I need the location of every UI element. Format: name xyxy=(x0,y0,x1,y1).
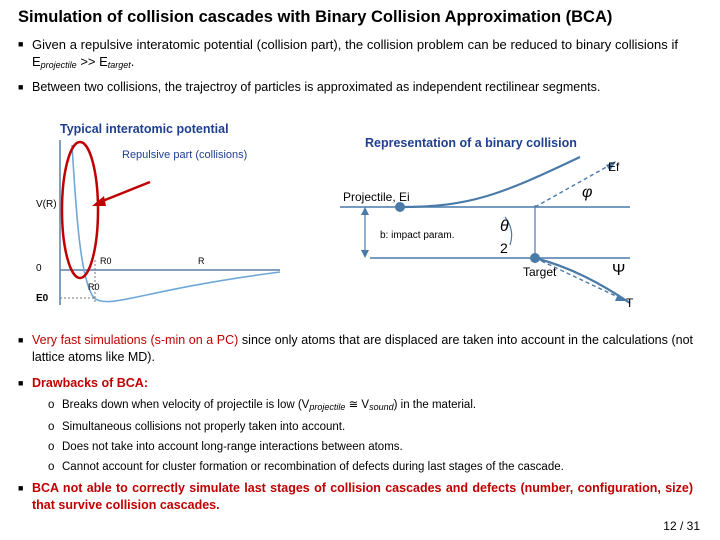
list-item: o Breaks down when velocity of projectile is low ($V_{projectile}$ ≅ $V_{sound}$) in the material. xyxy=(48,399,477,412)
collision-title: Representation of a binary collision xyxy=(365,136,577,150)
bullet-between: ■ Between two collisions, the trajectroy of particles is approximated as independent rectilinear segments. xyxy=(18,80,601,94)
e0-label: E0 xyxy=(36,293,49,304)
zero-label: 0 xyxy=(36,263,42,274)
repulsive-label: Repulsive part (collisions) xyxy=(122,149,248,161)
drawbacks-list xyxy=(48,395,564,477)
bullet-square: ■ xyxy=(18,39,24,49)
projectile-label: Projectile, Ei xyxy=(343,190,410,204)
theta-label: θ xyxy=(500,218,509,235)
bullet-given: ■ Given a repulsive interatomic potential (collision part), the collision problem can be reduced to binary collisions if $E_{projectile} >> E_{target}$. xyxy=(18,37,678,70)
bullet-square: ■ xyxy=(18,82,24,92)
list-item: o Cannot account for cluster formation or recombination of defects during last stages of the cascade. xyxy=(48,461,564,473)
bullet-drawbacks: ■ Drawbacks of BCA: xyxy=(18,376,148,390)
r0-bottom-label: R0 xyxy=(88,282,100,292)
ef-label: Ef xyxy=(608,160,620,174)
bullet-square: ■ xyxy=(18,335,24,345)
psi-label: Ψ xyxy=(612,262,626,279)
phi-label: φ xyxy=(582,184,593,201)
r0-top-label: R0 xyxy=(100,256,112,266)
two-label: 2 xyxy=(500,240,508,256)
bullet-fast: ■ Very fast simulations (s-min on a PC) since only atoms that are displaced are taken into account in the calculations (not lattice atoms like MD). xyxy=(18,333,693,364)
impact-label: b: impact param. xyxy=(380,230,455,241)
page-number: 12 / 31 xyxy=(663,519,700,533)
bullet-square: ■ xyxy=(18,483,24,493)
vr-label: V(R) xyxy=(36,199,57,210)
slide-title: Simulation of collision cascades with Binary Collision Approximation (BCA) xyxy=(18,8,613,26)
bullet-square: ■ xyxy=(18,378,24,388)
list-item: o Simultaneous collisions not properly taken into account. xyxy=(48,421,346,433)
potential-title: Typical interatomic potential xyxy=(60,122,229,136)
t-label: T xyxy=(626,296,634,310)
bullet-bca-not-able: ■ BCA not able to correctly simulate last stages of collision cascades and defects (number, configuration, size) that survive collision cascades. xyxy=(18,481,693,512)
target-label: Target xyxy=(523,265,557,279)
list-item: o Does not take into account long-range interactions between atoms. xyxy=(48,441,403,453)
r-label: R xyxy=(198,256,205,266)
potential-plot xyxy=(20,130,320,310)
